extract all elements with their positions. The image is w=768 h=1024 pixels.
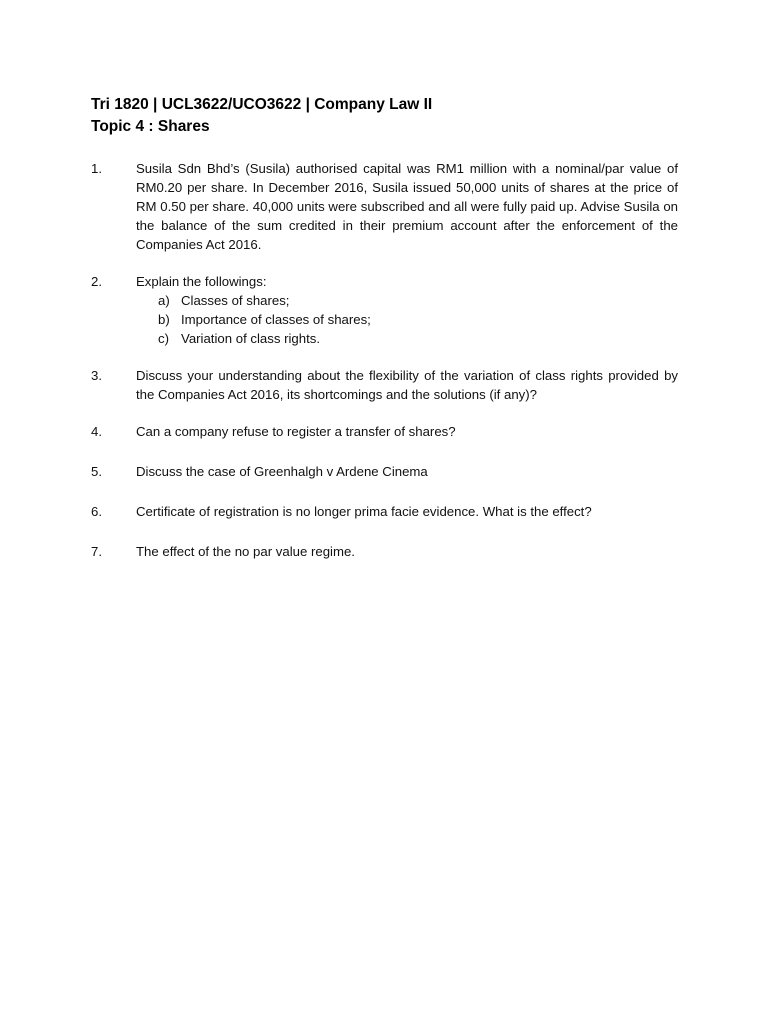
question-number: 1. — [91, 161, 102, 176]
sub-question-letter: c) — [158, 331, 169, 346]
question-list — [91, 159, 678, 561]
question-number: 6. — [91, 504, 102, 519]
document-header — [91, 94, 691, 138]
question-item-4 — [91, 422, 678, 441]
sub-question-letter: b) — [158, 312, 170, 327]
question-item-3 — [91, 366, 678, 404]
question-text: The effect of the no par value regime. — [136, 544, 355, 559]
sub-question-letter: a) — [158, 293, 170, 308]
sub-question-text: Variation of class rights. — [181, 331, 321, 346]
topic-title: Topic 4 : Shares — [91, 118, 210, 135]
sub-question-text: Importance of classes of shares; — [181, 312, 371, 327]
question-item-1 — [91, 159, 678, 254]
question-text: Can a company refuse to register a transfer of shares? — [136, 424, 456, 439]
question-text: Susila Sdn Bhd’s (Susila) authorised capital was RM1 million with a nominal/par value of RM0.20 per share. In December 2016, Susila issued 50,000 units of shares at the price of RM 0.50 per share. 40,000 units were subscribed and all were fully paid up. Advise Susila on the balance of the sum credited in their premium account after the enforcement of the Companies Act 2016. — [136, 161, 678, 252]
question-number: 2. — [91, 274, 102, 289]
question-item-6 — [91, 502, 678, 521]
sub-question-item-b — [136, 310, 678, 329]
question-text: Explain the followings: — [136, 274, 267, 289]
question-number: 7. — [91, 544, 102, 559]
question-item-5 — [91, 462, 678, 481]
sub-question-item-c — [136, 329, 678, 348]
question-item-7 — [91, 542, 678, 561]
sub-question-item-a — [136, 291, 678, 310]
question-text: Certificate of registration is no longer prima facie evidence. What is the effect? — [136, 504, 592, 519]
question-number: 5. — [91, 464, 102, 479]
question-number: 3. — [91, 368, 102, 383]
course-title: Tri 1820 | UCL3622/UCO3622 | Company Law II — [91, 96, 433, 113]
sub-question-text: Classes of shares; — [181, 293, 290, 308]
question-item-2 — [91, 272, 678, 348]
sub-question-list — [136, 291, 678, 348]
question-text: Discuss the case of Greenhalgh v Ardene Cinema — [136, 464, 428, 479]
question-number: 4. — [91, 424, 102, 439]
question-text: Discuss your understanding about the flexibility of the variation of class rights provided by the Companies Act 2016, its shortcomings and the solutions (if any)? — [136, 368, 678, 402]
